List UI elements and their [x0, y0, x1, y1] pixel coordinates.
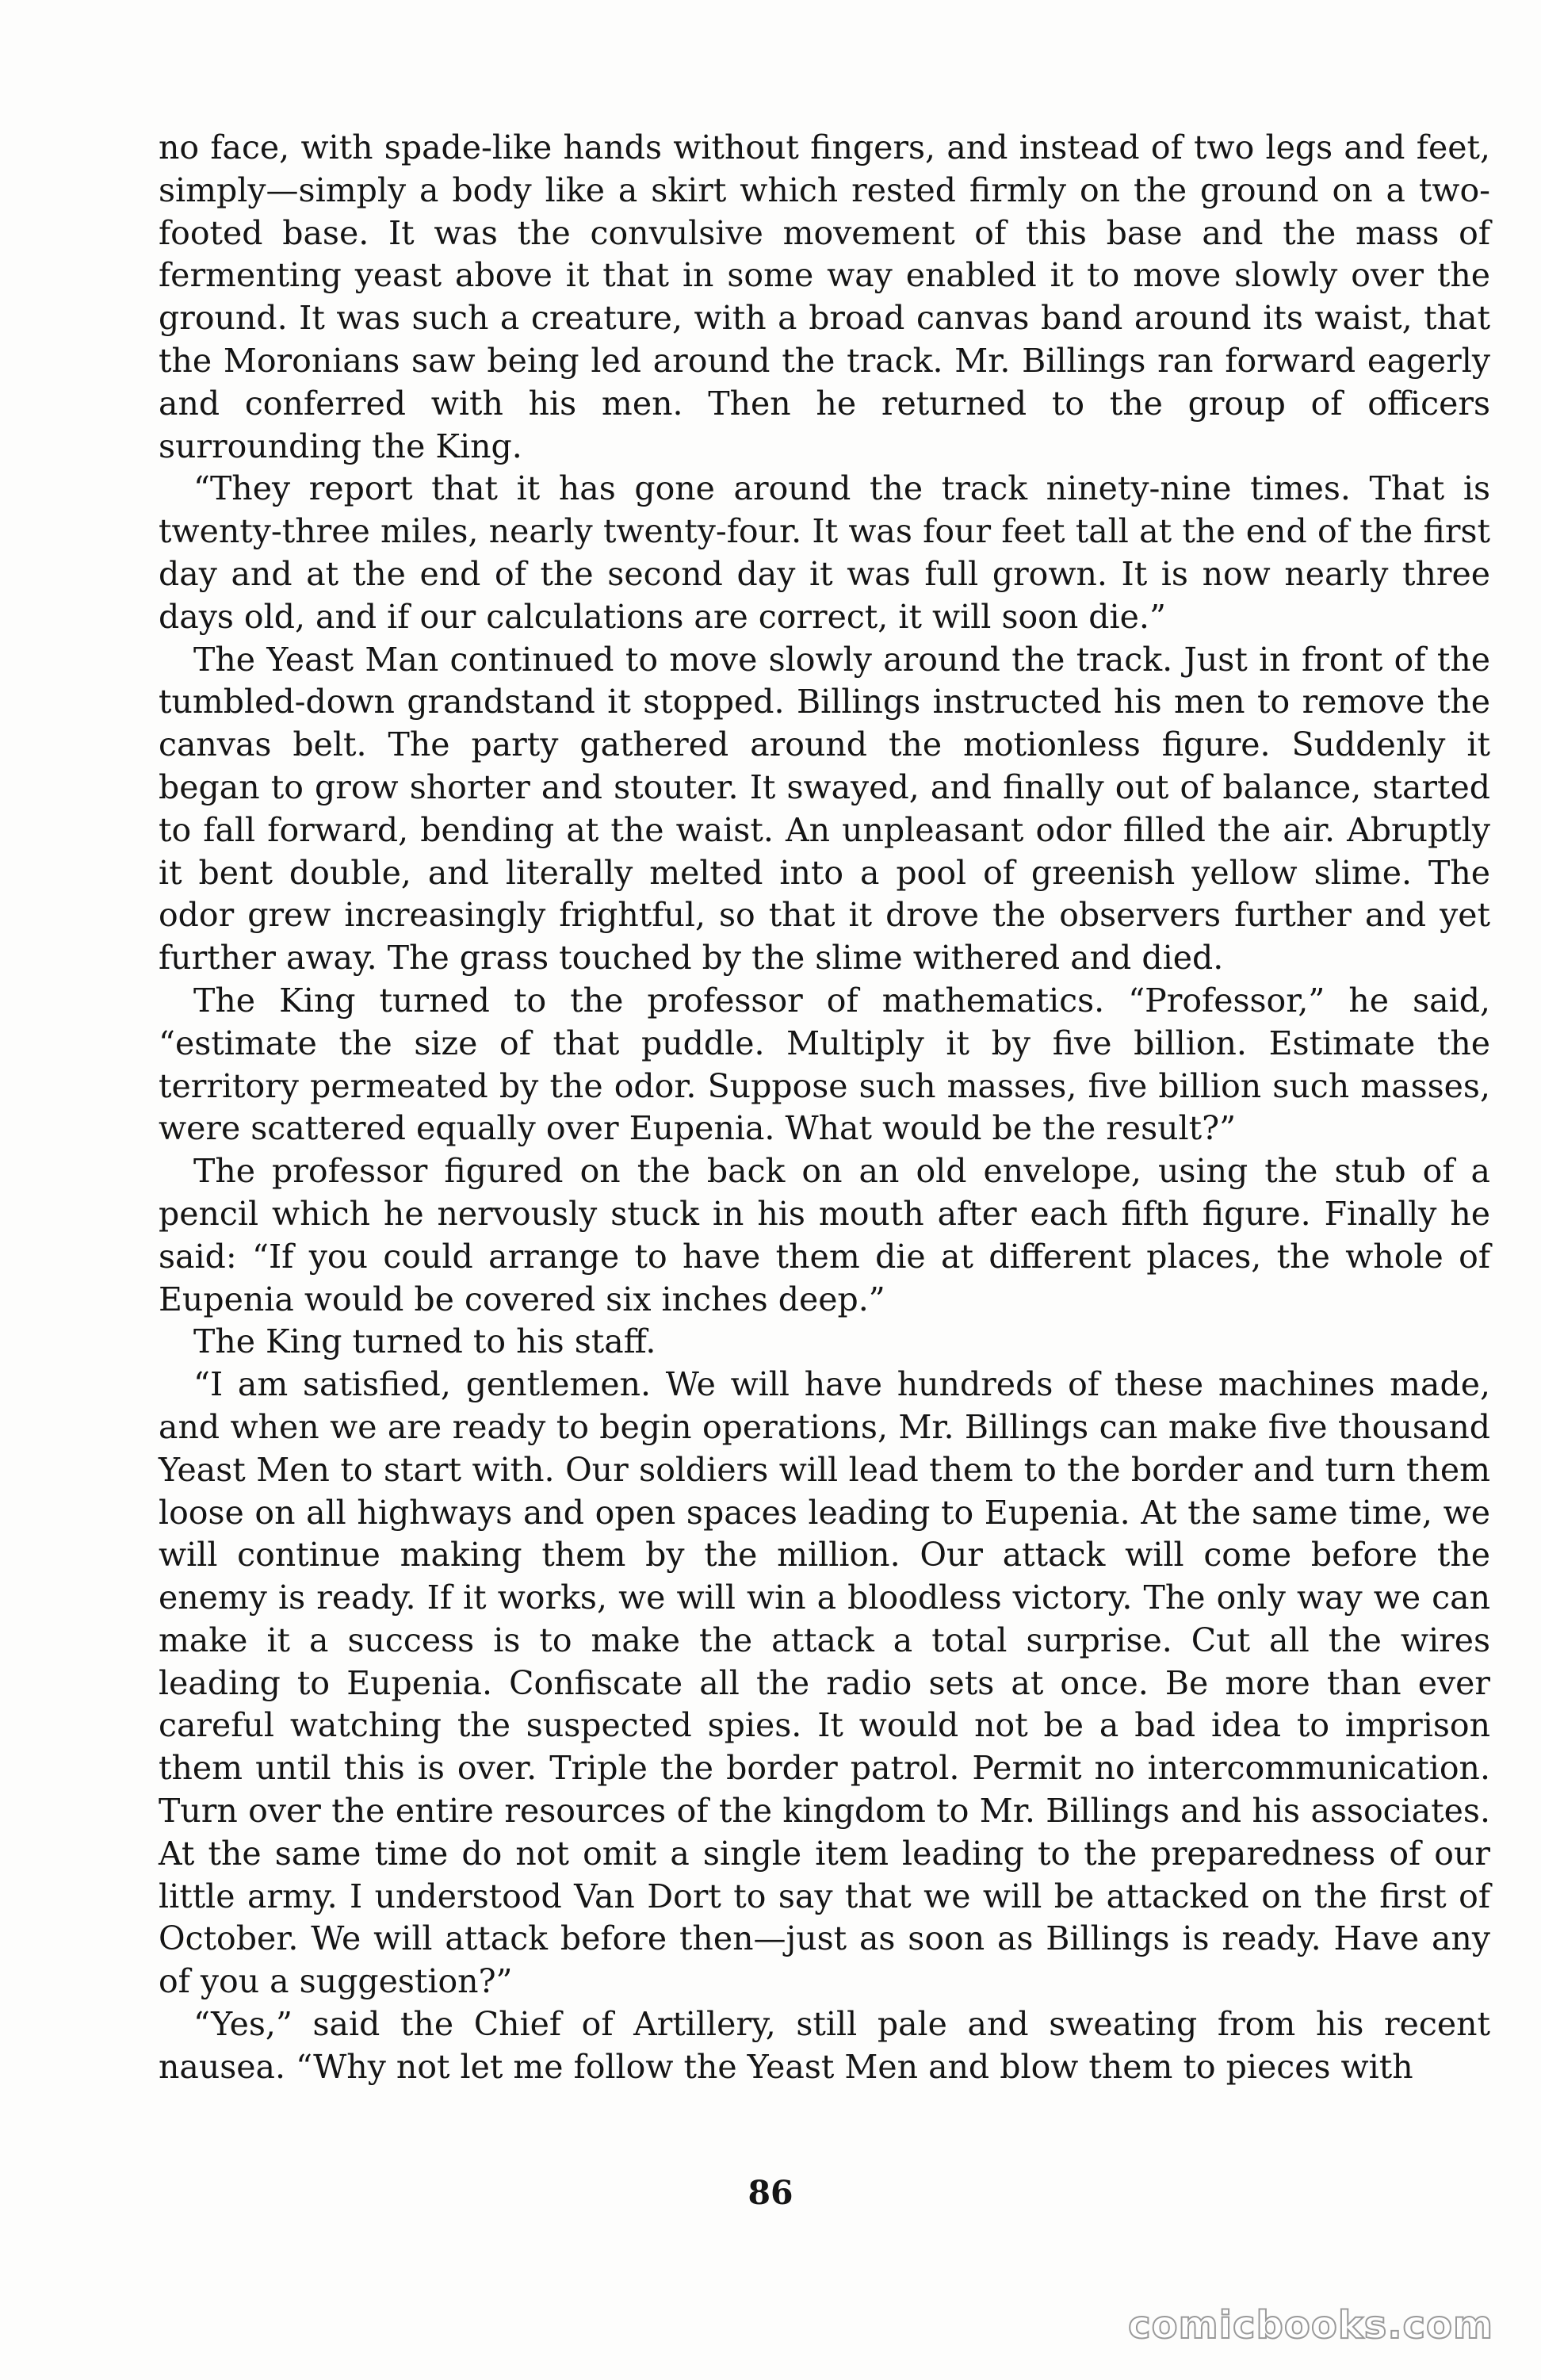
page-number: 86	[748, 2174, 793, 2212]
body-text	[159, 127, 1490, 2089]
paragraph: “Yes,” said the Chief of Artillery, still pale and sweating from his recent nausea. “Why not let me follow the Yeast Men and blow them to pieces with	[159, 2005, 1490, 2086]
site-watermark: comicbooks.com	[1128, 2303, 1493, 2347]
paragraph: The King turned to his staff.	[193, 1322, 656, 1361]
paragraph: “They report that it has gone around the track ninety-nine times. That is twenty-three miles, nearly twenty-four. It was four feet tall at the end of the first day and at the end of the second day it was full grown. It is now nearly three days old, and if our calculations are correct, it will soon die.”	[159, 469, 1490, 636]
paragraph: The Yeast Man continued to move slowly around the track. Just in front of the tumbled-down grandstand it stopped. Billings instructed his men to remove the canvas belt. The party gathered around the motionless figure. Suddenly it began to grow shorter and stouter. It swayed, and finally out of balance, started to fall forward, bending at the waist. An unpleasant odor filled the air. Abruptly it bent double, and literally melted into a pool of greenish yellow slime. The odor grew increasingly frightful, so that it drove the observers further and yet further away. The grass touched by the slime withered and died.	[159, 640, 1490, 978]
paragraph: The King turned to the professor of mathematics. “Professor,” he said, “estimate the size of that puddle. Multiply it by five billion. Estimate the territory permeated by the odor. Suppose such masses, five billion such masses, were scattered equally over Eupenia. What would be the result?”	[159, 981, 1490, 1148]
paragraph: “I am satisfied, gentlemen. We will have hundreds of these machines made, and when we are ready to begin operations, Mr. Billings can make five thousand Yeast Men to start with. Our soldiers will lead them to the border and turn them loose on all highways and open spaces leading to Eupenia. At the same time, we will continue making them by the million. Our attack will come before the enemy is ready. If it works, we will win a bloodless victory. The only way we can make it a success is to make the attack a total surprise. Cut all the wires leading to Eupenia. Confiscate all the radio sets at once. Be more than ever careful watching the suspected spies. It would not be a bad idea to imprison them until this is over. Triple the border patrol. Permit no intercommunication. Turn over the entire resources of the kingdom to Mr. Billings and his associates. At the same time do not omit a single item leading to the preparedness of our little army. I understood Van Dort to say that we will be attacked on the first of October. We will attack before then—just as soon as Billings is ready. Have any of you a suggestion?”	[159, 1365, 1490, 2001]
paragraph: The professor figured on the back on an old envelope, using the stub of a pencil which he nervously stuck in his mouth after each fifth figure. Finally he said: “If you could arrange to have them die at different places, the whole of Eupenia would be covered six inches deep.”	[159, 1152, 1490, 1318]
paragraph: no face, with spade-like hands without fingers, and instead of two legs and feet, simply—simply a body like a skirt which rested firmly on the ground on a two-footed base. It was the convulsive movement of this base and the mass of fermenting yeast above it that in some way enabled it to move slowly over the ground. It was such a creature, with a broad canvas band around its waist, that the Moronians saw being led around the track. Mr. Billings ran forward eagerly and conferred with his men. Then he returned to the group of officers surrounding the King.	[159, 128, 1490, 465]
